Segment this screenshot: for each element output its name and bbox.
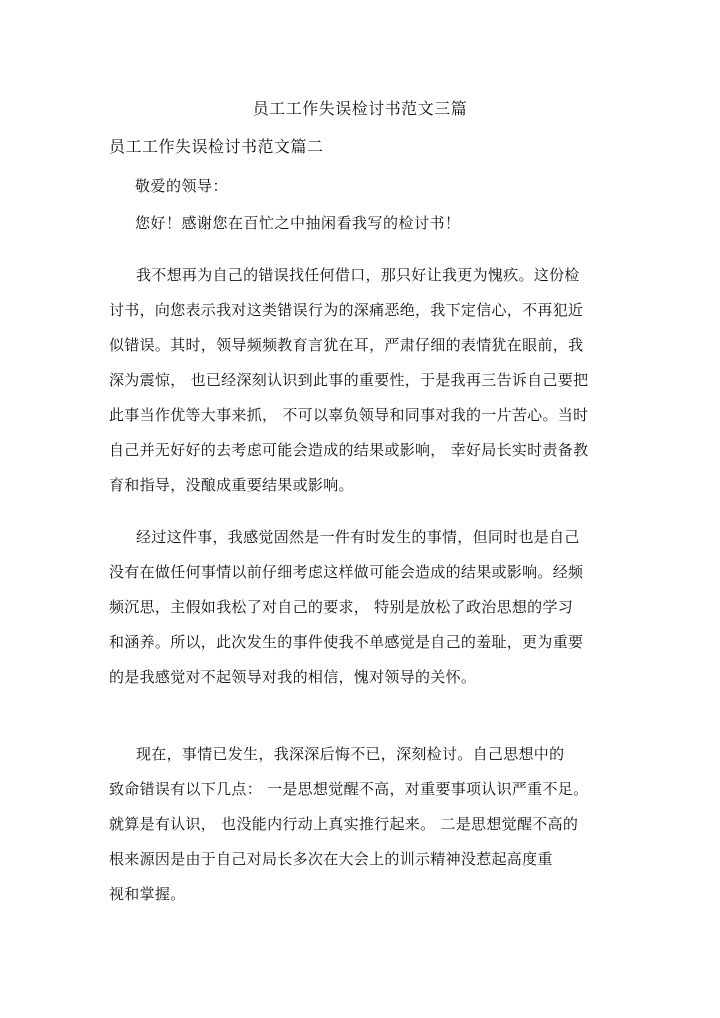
paragraph-line: 根来源因是由于自己对局长多次在大会上的训示精神没惹起高度重: [109, 850, 553, 868]
paragraph-2: [109, 520, 614, 695]
paragraph-line: 的是我感觉对不起领导对我的相信，愧对领导的关怀。: [109, 668, 477, 686]
paragraph-line: 似错误。其时，领导频频教育言犹在耳，严肃仔细的表情犹在眼前，我: [109, 336, 584, 354]
paragraph-1: [109, 258, 614, 503]
paragraph-line: 此事当作优等大事来抓， 不可以辜负领导和同事对我的一片苦心。当时: [109, 406, 589, 424]
paragraph-line: 讨书，向您表示我对这类错误行为的深痛恶绝，我下定信心，不再犯近: [109, 301, 584, 319]
paragraph-line: 视和掌握。: [109, 885, 186, 903]
document-title: 员工工作失误检讨书范文三篇: [252, 99, 468, 118]
paragraph-line: 没有在做任何事情以前仔细考虑这样做可能会造成的结果或影响。经频: [109, 563, 584, 581]
paragraph-line: 自己并无好好的去考虑可能会造成的结果或影响， 幸好局长实时责备教: [109, 441, 589, 459]
paragraph-line: 育和指导，没酿成重要结果或影响。: [109, 476, 354, 494]
paragraph-line: 经过这件事，我感觉固然是一件有时发生的事情，但同时也是自己: [136, 528, 580, 546]
paragraph-line: 现在，事情已发生，我深深后悔不已，深刻检讨。自己思想中的: [136, 745, 565, 763]
paragraph-line: 就算是有认识， 也没能内行动上真实推行起来。 二是思想觉醒不高的: [109, 815, 579, 833]
paragraph-line: 频沉思，主假如我松了对自己的要求， 特别是放松了政治思想的学习: [109, 598, 574, 616]
document-subtitle: 员工工作失误检讨书范文篇二: [109, 137, 324, 156]
salutation: 敬爱的领导：: [135, 177, 229, 195]
greeting: 您好！感谢您在百忙之中抽闲看我写的检讨书！: [135, 214, 461, 232]
paragraph-line: 和涵养。所以，此次发生的事件使我不单感觉是自己的羞耻，更为重要: [109, 633, 584, 651]
paragraph-line: 深为震惊， 也已经深刻认识到此事的重要性，于是我再三告诉自己要把: [109, 371, 589, 389]
paragraph-line: 致命错误有以下几点： 一是思想觉醒不高，对重要事项认识严重不足。: [109, 780, 589, 798]
paragraph-3: [109, 737, 614, 912]
paragraph-line: 我不想再为自己的错误找任何借口，那只好让我更为愧疚。这份检: [136, 266, 580, 284]
